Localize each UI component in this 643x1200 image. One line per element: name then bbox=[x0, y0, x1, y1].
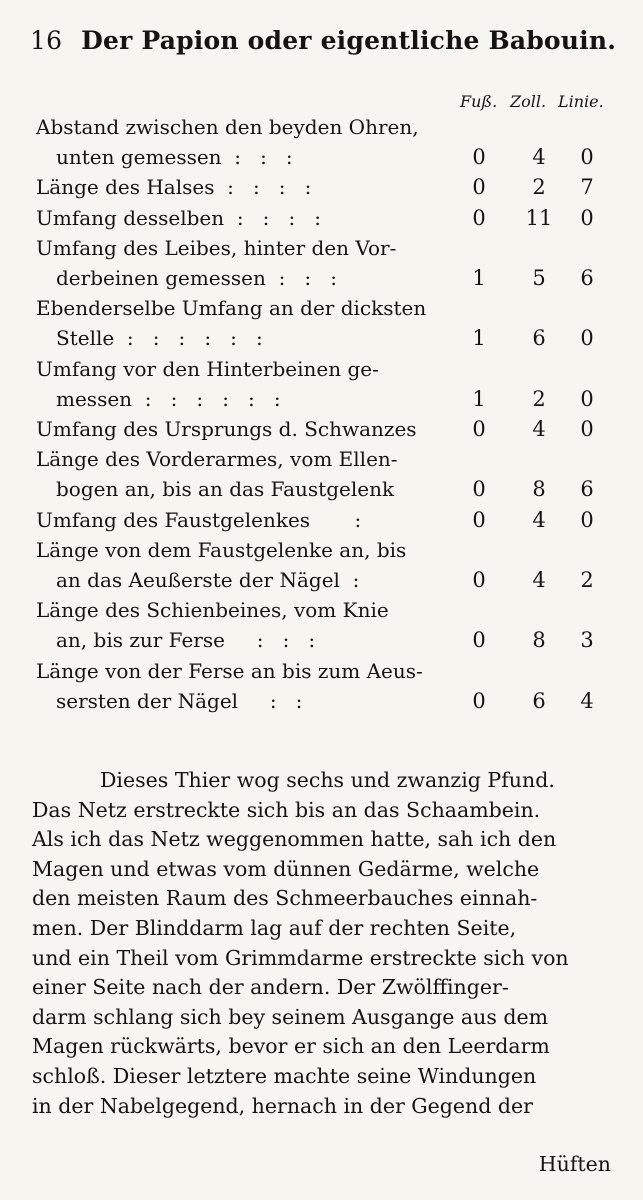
measurement-label bbox=[36, 595, 389, 625]
value-zoll: 8 bbox=[532, 477, 546, 502]
paragraph-line: den meisten Raum des Schmeerbauches einnah- bbox=[32, 886, 538, 911]
paragraph-line: schloß. Dieser letztere machte seine Windungen bbox=[32, 1063, 537, 1088]
value-linie: 0 bbox=[580, 145, 594, 170]
paragraph-line: Das Netz erstreckte sich bis an das Schaambein. bbox=[32, 797, 541, 822]
value-zoll: 8 bbox=[532, 628, 546, 653]
measurement-label-text: Umfang desselben bbox=[36, 205, 225, 230]
page-header bbox=[30, 26, 620, 55]
leader-dots: : bbox=[339, 568, 360, 592]
value-zoll: 4 bbox=[532, 568, 546, 592]
measurement-row bbox=[0, 203, 643, 233]
measurement-label-text: unten gemessen bbox=[56, 145, 222, 170]
measurement-label bbox=[56, 565, 359, 595]
value-linie: 0 bbox=[580, 386, 594, 411]
measurement-label-text: Stelle bbox=[56, 326, 115, 351]
value-fuss: 0 bbox=[472, 145, 486, 170]
measurement-label-text: an, bis zur Ferse bbox=[56, 628, 225, 653]
measurement-row bbox=[0, 293, 643, 323]
measurement-label bbox=[56, 384, 281, 414]
leader-dots: : : : bbox=[221, 145, 293, 170]
measurement-row bbox=[0, 595, 643, 625]
value-fuss: 0 bbox=[472, 477, 486, 502]
measurement-row bbox=[0, 535, 643, 565]
unit-header-zoll: Zoll. bbox=[510, 92, 547, 111]
leader-dots: : : : bbox=[224, 628, 316, 653]
value-fuss: 0 bbox=[472, 568, 486, 592]
value-linie: 6 bbox=[580, 266, 594, 290]
measurement-row bbox=[0, 474, 643, 504]
measurement-row bbox=[0, 656, 643, 686]
measurement-label-text: messen bbox=[56, 386, 133, 411]
measurement-label bbox=[36, 172, 311, 202]
measurement-row bbox=[0, 384, 643, 414]
page-number: 16 bbox=[30, 26, 63, 55]
value-linie: 7 bbox=[580, 175, 594, 200]
value-zoll: 6 bbox=[532, 688, 546, 713]
body-paragraph bbox=[32, 766, 614, 1121]
measurement-label bbox=[36, 656, 423, 686]
value-fuss: 0 bbox=[472, 205, 486, 230]
value-linie: 0 bbox=[580, 417, 594, 441]
value-linie: 6 bbox=[580, 477, 594, 502]
measurement-row bbox=[0, 625, 643, 655]
measurement-label-text: Länge des Halses bbox=[36, 175, 215, 200]
measurement-label bbox=[36, 354, 379, 384]
paragraph-line: men. Der Blinddarm lag auf der rechten Seite, bbox=[32, 915, 517, 940]
measurement-row bbox=[0, 414, 643, 444]
measurement-row bbox=[0, 354, 643, 384]
value-linie: 0 bbox=[580, 326, 594, 351]
measurement-label bbox=[56, 142, 293, 172]
catchword: Hüften bbox=[538, 1152, 611, 1176]
paragraph-line: einer Seite nach der andern. Der Zwölffinger- bbox=[32, 975, 509, 1000]
value-fuss: 1 bbox=[472, 266, 486, 290]
unit-header-fuss: Fuß. bbox=[460, 92, 498, 111]
leader-dots: : : bbox=[238, 688, 303, 713]
measurement-label-text: bogen an, bis an das Faustgelenk bbox=[56, 477, 395, 502]
measurement-label bbox=[36, 293, 426, 323]
page-title: Der Papion oder eigentliche Babouin. bbox=[81, 26, 617, 55]
measurement-label-text: Ebenderselbe Umfang an der dicksten bbox=[36, 296, 427, 321]
measurement-row bbox=[0, 686, 643, 716]
value-fuss: 1 bbox=[472, 326, 486, 351]
measurement-label bbox=[56, 323, 263, 353]
measurement-label-text: an das Aeußerste der Nägel bbox=[56, 568, 340, 592]
paragraph-line: Magen und etwas vom dünnen Gedärme, welche bbox=[32, 856, 540, 881]
value-zoll: 5 bbox=[532, 266, 546, 290]
measurement-row bbox=[0, 263, 643, 293]
measurement-row bbox=[0, 172, 643, 202]
value-linie: 3 bbox=[580, 628, 594, 653]
measurement-row bbox=[0, 444, 643, 474]
leader-dots: : bbox=[310, 507, 362, 532]
value-zoll: 4 bbox=[532, 417, 546, 441]
value-linie: 0 bbox=[580, 507, 594, 532]
measurement-label bbox=[36, 505, 361, 535]
measurement-label-text: Länge des Schienbeines, vom Knie bbox=[36, 598, 389, 623]
leader-dots: : : : : : : bbox=[114, 326, 263, 351]
measurement-label bbox=[56, 686, 302, 716]
value-fuss: 1 bbox=[472, 386, 486, 411]
measurement-label bbox=[36, 444, 398, 474]
measurement-label bbox=[36, 203, 321, 233]
value-fuss: 0 bbox=[472, 417, 486, 441]
measurement-label bbox=[36, 233, 396, 263]
measurement-label bbox=[56, 263, 337, 293]
leader-dots: : : : bbox=[265, 266, 337, 290]
leader-dots: : : : : : : bbox=[132, 386, 281, 411]
measurement-row bbox=[0, 505, 643, 535]
measurement-label bbox=[36, 414, 417, 444]
paragraph-line: darm schlang sich bey seinem Ausgange aus dem bbox=[32, 1004, 549, 1029]
measurement-row bbox=[0, 323, 643, 353]
value-zoll: 4 bbox=[532, 507, 546, 532]
measurement-label-text: Umfang des Ursprungs d. Schwanzes bbox=[36, 417, 417, 441]
value-fuss: 0 bbox=[472, 175, 486, 200]
measurement-row bbox=[0, 142, 643, 172]
unit-header-linie: Linie. bbox=[558, 92, 604, 111]
value-linie: 2 bbox=[580, 568, 594, 592]
paragraph-line: Magen rückwärts, bevor er sich an den Leerdarm bbox=[32, 1034, 550, 1059]
paragraph-line: Als ich das Netz weggenommen hatte, sah ich den bbox=[32, 827, 557, 852]
measurement-label-text: Umfang vor den Hinterbeinen ge- bbox=[36, 356, 379, 381]
paragraph-line: in der Nabelgegend, hernach in der Gegend der bbox=[32, 1093, 533, 1118]
paragraph-line: Dieses Thier wog sechs und zwanzig Pfund. bbox=[100, 768, 555, 792]
measurement-label-text: derbeinen gemessen bbox=[56, 266, 266, 290]
leader-dots: : : : : bbox=[214, 175, 312, 200]
measurement-label-text: Abstand zwischen den beyden Ohren, bbox=[36, 115, 419, 139]
leader-dots: : : : : bbox=[224, 205, 321, 230]
measurement-label-text: Umfang des Faustgelenkes bbox=[36, 507, 311, 532]
value-fuss: 0 bbox=[472, 688, 486, 713]
value-fuss: 0 bbox=[472, 507, 486, 532]
value-fuss: 0 bbox=[472, 628, 486, 653]
measurement-label bbox=[36, 112, 419, 142]
measurement-label-text: Umfang des Leibes, hinter den Vor- bbox=[36, 235, 397, 260]
measurement-label bbox=[36, 535, 406, 565]
value-zoll: 2 bbox=[532, 175, 546, 200]
measurement-label bbox=[56, 625, 315, 655]
measurement-label-text: Länge des Vorderarmes, vom Ellen- bbox=[36, 447, 398, 472]
measurement-label bbox=[56, 474, 394, 504]
paragraph-line: und ein Theil vom Grimmdarme erstreckte sich von bbox=[32, 945, 569, 970]
measurement-row bbox=[0, 565, 643, 595]
measurement-label-text: Länge von dem Faustgelenke an, bis bbox=[36, 537, 407, 562]
value-zoll: 2 bbox=[532, 386, 546, 411]
value-zoll: 11 bbox=[525, 205, 553, 230]
measurement-row bbox=[0, 233, 643, 263]
value-linie: 0 bbox=[580, 205, 594, 230]
measurement-label-text: Länge von der Ferse an bis zum Aeus- bbox=[36, 658, 423, 683]
value-linie: 4 bbox=[580, 688, 594, 713]
value-zoll: 6 bbox=[532, 326, 546, 351]
measurement-row bbox=[0, 112, 643, 142]
value-zoll: 4 bbox=[532, 145, 546, 170]
measurement-label-text: sersten der Nägel bbox=[56, 688, 239, 713]
